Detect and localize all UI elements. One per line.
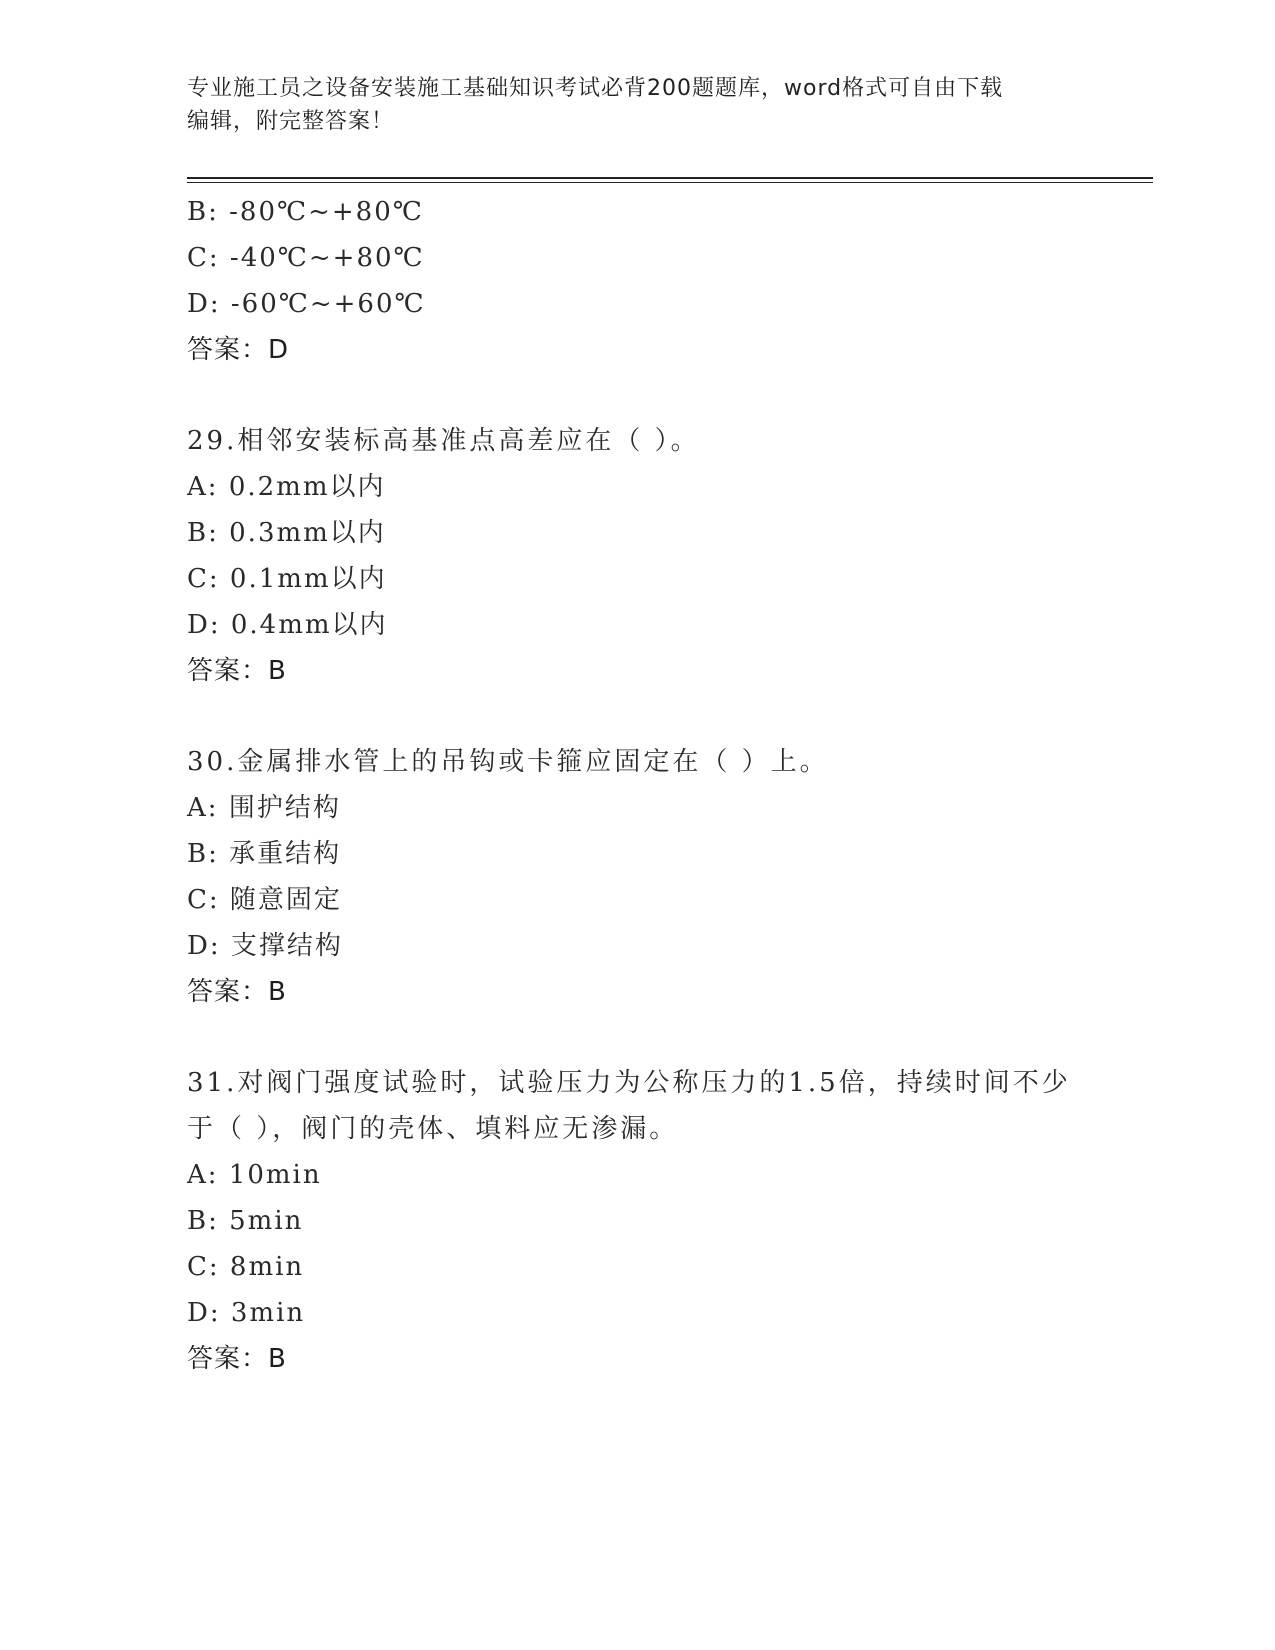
option-text: 围护结构 [228,793,341,823]
option-a [187,464,1087,510]
option-d [187,923,1087,969]
option-text: 支撑结构 [230,931,343,961]
option-text: 0.4mm以内 [230,610,388,640]
option-label: C: [187,1252,220,1282]
question-text: 29.相邻安装标高基准点高差应在（ ）。 [187,426,700,456]
question-text: 31.对阀门强度试验时，试验压力为公称压力的1.5倍，持续时间不少于（ ），阀门的壳体、填料应无渗漏。 [187,1068,1071,1144]
question-block [187,739,1087,1015]
answer-line: 答案：B [187,1344,287,1374]
spacer [187,694,1087,739]
option-c [187,235,1087,281]
question-text: 30.金属排水管上的吊钩或卡箍应固定在（ ）上。 [187,747,829,777]
option-label: A: [187,472,219,502]
option-label: D: [187,289,221,319]
option-a [187,785,1087,831]
option-d [187,281,1087,327]
page-header [187,72,1067,138]
answer-line: 答案：B [187,977,287,1007]
option-text: 0.2mm以内 [228,472,386,502]
option-a [187,1152,1087,1198]
option-label: B: [187,839,219,869]
question-block [187,189,1087,373]
header-title-line-1: 专业施工员之设备安装施工基础知识考试必背200题题库，word格式可自由下载 [187,76,1004,101]
option-d [187,1290,1087,1336]
option-b [187,1198,1087,1244]
option-label: A: [187,1160,219,1190]
option-c [187,877,1087,923]
option-label: C: [187,243,220,273]
option-c [187,556,1087,602]
header-divider-thin [187,182,1153,183]
header-divider [187,177,1153,179]
header-title-line-2: 编辑，附完整答案！ [187,109,395,134]
spacer [187,373,1087,418]
option-label: D: [187,610,221,640]
option-label: C: [187,885,220,915]
option-label: A: [187,793,219,823]
option-text: -40℃~+80℃ [229,243,425,273]
answer-line: 答案：B [187,656,287,686]
option-text: 8min [229,1252,305,1282]
option-text: 0.3mm以内 [229,518,386,548]
question-block [187,1060,1087,1382]
option-text: 5min [229,1206,304,1236]
spacer [187,1015,1087,1060]
option-label: B: [187,197,219,227]
option-label: B: [187,1206,219,1236]
option-label: B: [187,518,219,548]
question-list [187,189,1087,1382]
option-text: -80℃~+80℃ [229,197,424,227]
question-block [187,418,1087,694]
option-text: -60℃~+60℃ [230,289,426,319]
answer-line: 答案：D [187,335,290,365]
option-text: 10min [228,1160,322,1190]
option-text: 3min [230,1298,306,1328]
option-text: 承重结构 [229,839,342,869]
option-label: C: [187,564,220,594]
option-label: D: [187,931,221,961]
option-b [187,189,1087,235]
option-text: 随意固定 [229,885,342,915]
option-b [187,831,1087,877]
option-b [187,510,1087,556]
option-text: 0.1mm以内 [229,564,387,594]
option-d [187,602,1087,648]
option-label: D: [187,1298,221,1328]
option-c [187,1244,1087,1290]
